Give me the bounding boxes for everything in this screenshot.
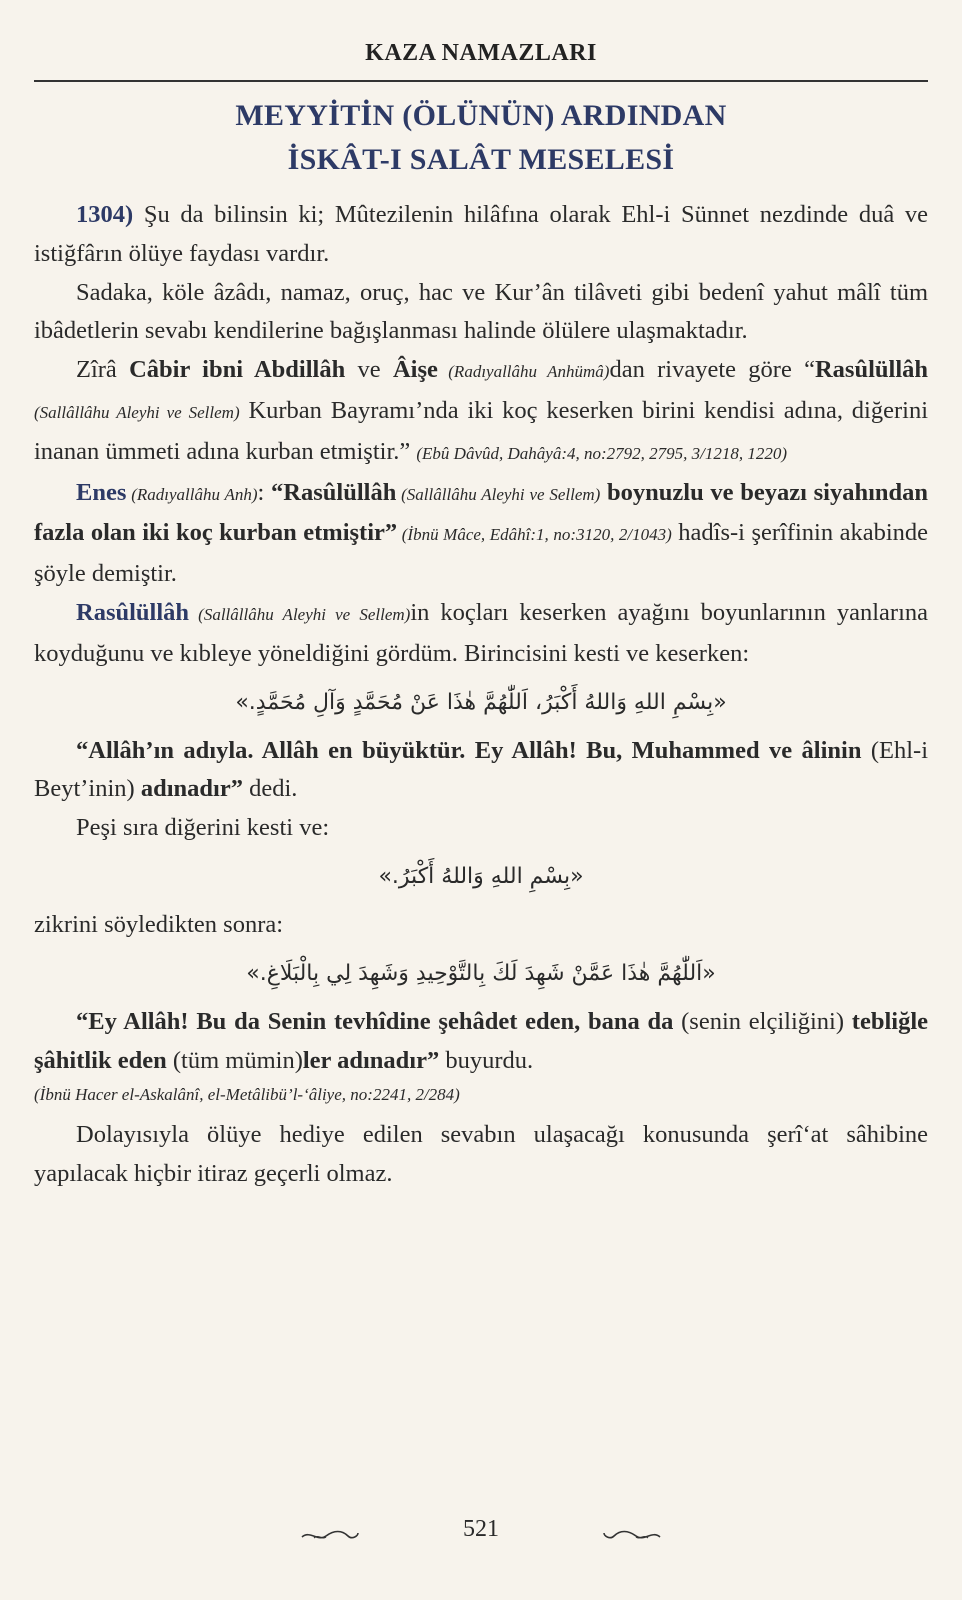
text: Kurban Bayramı’nda iki koç keserken birini kendisi adına, diğerini inanan ümmeti adına kurban etmiştir.”	[34, 396, 928, 465]
honorific: (Sallâllâhu Aleyhi ve Sellem)	[189, 604, 411, 624]
text: (senin elçiliğini)	[673, 1007, 852, 1035]
paragraph-text: Şu da bilinsin ki; Mûtezilenin hilâfına olarak Ehl-i Sünnet nezdinde duâ ve istiğfârın ölüye faydası vardır.	[34, 201, 928, 267]
section-title-line1: MEYYİTİN (ÖLÜNÜN) ARDINDAN	[235, 99, 727, 132]
honorific: (Radıyallâhu Anhümâ)	[437, 362, 610, 382]
section-title-line2: İSKÂT-I SALÂT MESELESİ	[287, 143, 675, 176]
name-rasulullah: Rasûlüllâh	[814, 356, 929, 384]
paragraph-4	[34, 474, 928, 594]
translation-bold: “Allâh’ın adıyla. Allâh en büyüktür. Ey Allâh! Bu, Muhammed ve âlinin	[76, 736, 862, 764]
translation-bold: tebliğle şâhitlik eden	[34, 1007, 929, 1074]
honorific: (Sallâllâhu Aleyhi ve Sellem)	[396, 484, 601, 504]
translation-bold: “Ey Allâh! Bu da Senin tevhîdine şehâdet eden, bana da	[76, 1007, 674, 1035]
name-rasulullah: Rasûlüllâh	[76, 598, 190, 626]
quote-start: “Rasûlüllâh	[271, 478, 397, 506]
arabic-dua-2: «بِسْمِ اللهِ وَاللهُ أَكْبَرُ.»	[378, 863, 584, 889]
running-head: KAZA NAMAZLARI	[365, 40, 597, 66]
text: dan rivayete göre “	[609, 356, 815, 384]
text: (tüm mümin)	[166, 1046, 303, 1074]
translation-bold: adınadır”	[140, 775, 243, 803]
quote-body: boynuzlu ve beyazı siyahından fazla olan iki koç kurban etmiştir”	[34, 478, 929, 547]
text: ve	[345, 356, 393, 384]
text: dedi.	[242, 775, 298, 803]
paragraph-6	[34, 732, 928, 810]
text: (Ehl-i Beyt’inin)	[34, 736, 929, 803]
item-number: 1304)	[76, 201, 134, 228]
text: Zîrâ	[76, 356, 130, 384]
arabic-dua-3: «اَللّٰهُمَّ هٰذَا عَمَّنْ شَهِدَ لَكَ بِالتَّوْحِيدِ وَشَهِدَ لِي بِالْبَلَاغِ.»	[246, 960, 716, 986]
citation: (Ebû Dâvûd, Dahâyâ:4, no:2792, 2795, 3/1218, 1220)	[416, 443, 788, 463]
text: in koçları keserken ayağını boyunlarının yanlarına koyduğunu ve kıbleye yöneldiğini gördüm. Birincisini kesti ve keserken:	[34, 598, 929, 667]
paragraph-5	[34, 594, 928, 674]
paragraph-1304	[34, 196, 928, 274]
arabic-dua-1: «بِسْمِ اللهِ وَاللهُ أَكْبَرُ، اَللّٰهُمَّ هٰذَا عَنْ مُحَمَّدٍ وَآلِ مُحَمَّدٍ.»	[235, 689, 727, 715]
paragraph-9	[34, 1003, 928, 1081]
name-aisha: Âişe	[392, 356, 438, 384]
paragraph-10: Dolayısıyla ölüye hediye edilen sevabın ulaşacağı konusunda şerî‘at sâhibine yapılacak hiçbir itiraz geçerli olmaz.	[34, 1121, 928, 1188]
translation-bold: ler adınadır”	[302, 1046, 440, 1074]
name-enes: Enes	[76, 478, 127, 506]
paragraph-2: Sadaka, köle âzâdı, namaz, oruç, hac ve Kur’ân tilâveti gibi bedenî yahut mâlî tüm ibâdetlerin sevabı kendilerine bağışlanması halinde ölülere ulaşmaktadır.	[34, 278, 928, 345]
header-rule	[34, 80, 928, 82]
name-jabir: Câbir ibni Abdillâh	[129, 356, 346, 384]
paragraph-3	[34, 351, 928, 473]
page-body	[34, 196, 928, 1194]
citation-9: (İbnü Hacer el-Askalânî, el-Metâlibü’l-‘âliye, no:2241, 2/284)	[34, 1085, 460, 1105]
text: buyurdu.	[439, 1046, 534, 1074]
paragraph-8: zikrini söyledikten sonra:	[34, 910, 284, 938]
paragraph-7: Peşi sıra diğerini kesti ve:	[76, 814, 330, 842]
honorific: (Sallâllâhu Aleyhi ve Sellem)	[34, 402, 240, 422]
text: :	[257, 478, 272, 506]
ornament-swirl-right-icon	[602, 1528, 662, 1544]
citation: (İbnü Mâce, Edâhî:1, no:3120, 2/1043)	[397, 525, 672, 545]
page-number: 521	[463, 1516, 499, 1542]
text: hadîs-i şerîfinin akabinde şöyle demiştir.	[34, 519, 929, 588]
honorific: (Radıyallâhu Anh)	[126, 484, 258, 504]
